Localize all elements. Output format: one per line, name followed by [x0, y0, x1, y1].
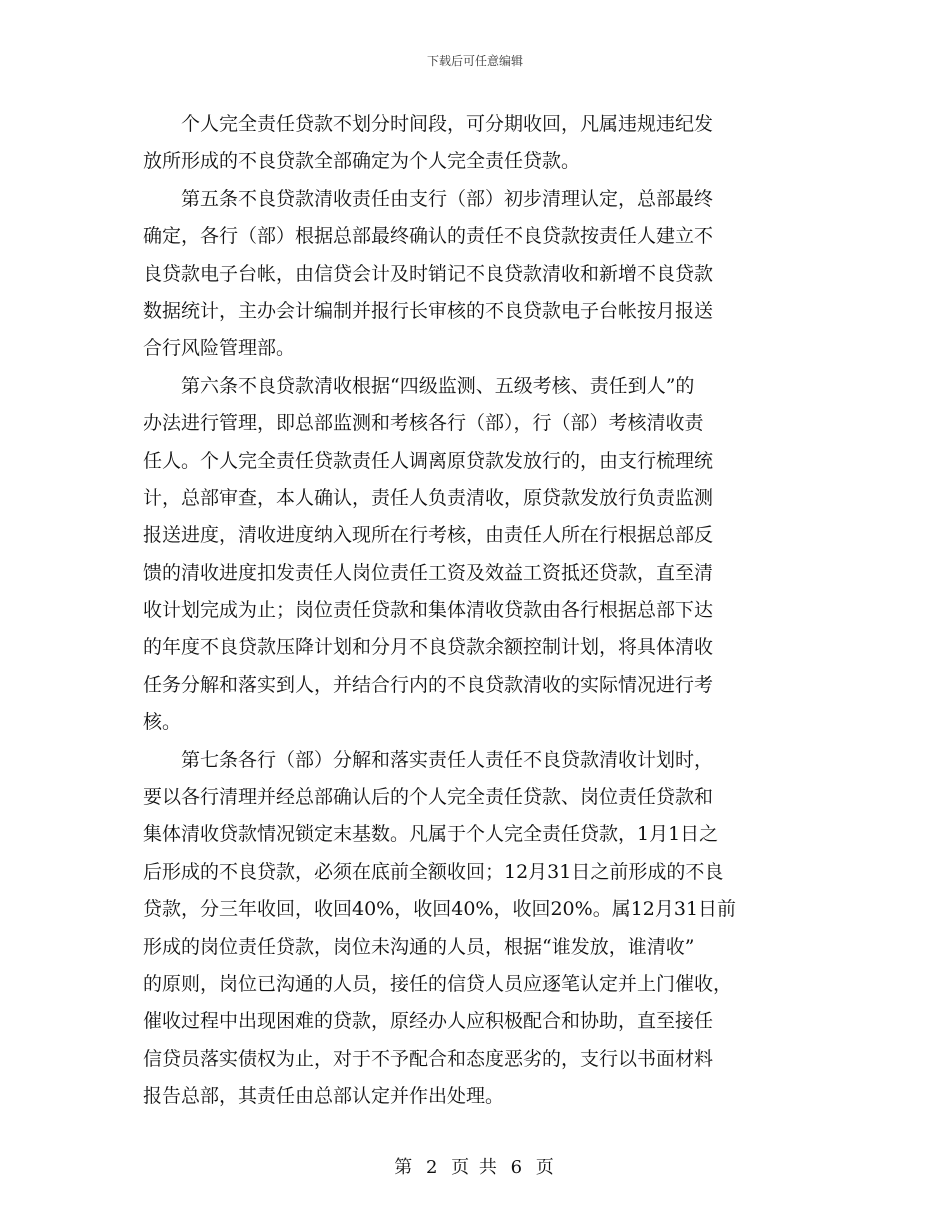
text-line: 计，总部审查，本人确认，责任人负责清收，原贷款发放行负责监测 [143, 486, 714, 509]
text-line: 任务分解和落实到人，并结合行内的不良贷款清收的实际情况进行考 [143, 673, 714, 696]
text-line: 任人。个人完全责任贷款责任人调离原贷款发放行的，由支行梳理统 [143, 449, 714, 472]
page-header: 下载后可任意编辑 [426, 54, 523, 68]
text-line: 第七条各行（部）分解和落实责任人责任不良贷款清收计划时， [143, 748, 714, 771]
text-line: 的原则，岗位已沟通的人员，接任的信贷人员应逐笔认定并上门催收， [143, 972, 733, 995]
text-line: 第六条不良贷款清收根据“四级监测、五级考核、责任到人”的 [143, 374, 695, 397]
text-line: 办法进行管理，即总部监测和考核各行（部），行（部）考核清收责 [143, 412, 704, 435]
footer-suffix: 页 [535, 1157, 556, 1178]
footer-prefix: 第 [394, 1157, 415, 1178]
page-footer [0, 1153, 950, 1179]
text-line: 报告总部，其责任由总部认定并作出处理。 [143, 1085, 505, 1108]
text-line: 信贷员落实债权为止，对于不予配合和态度恶劣的，支行以书面材料 [143, 1047, 714, 1070]
text-line: 报送进度，清收进度纳入现所在行考核，由责任人所在行根据总部反 [143, 524, 714, 547]
text-line: 合行风险管理部。 [143, 337, 296, 360]
text-line: 后形成的不良贷款，必须在底前全额收回；12月31日之前形成的不良 [143, 860, 724, 883]
text-line: 个人完全责任贷款不划分时间段，可分期收回，凡属违规违纪发 [143, 113, 714, 135]
document-body [143, 106, 803, 1116]
current-page-number: 2 [425, 1157, 440, 1178]
text-line: 馈的清收进度扣发责任人岗位责任工资及效益工资抵还贷款，直至清 [143, 561, 714, 584]
text-line: 贷款，分三年收回，收回40%，收回40%，收回20%。属12月31日前 [143, 898, 737, 921]
text-line: 确定，各行（部）根据总部最终确认的责任不良贷款按责任人建立不 [143, 225, 714, 248]
text-line: 良贷款电子台帐，由信贷会计及时销记不良贷款清收和新增不良贷款 [143, 262, 714, 285]
text-line: 形成的岗位责任贷款，岗位未沟通的人员，根据“谁发放，谁清收” [143, 935, 695, 958]
text-line: 放所形成的不良贷款全部确定为个人完全责任贷款。 [143, 150, 581, 173]
text-line: 数据统计，主办会计编制并报行长审核的不良贷款电子台帐按月报送 [143, 299, 714, 322]
text-line: 收计划完成为止；岗位责任贷款和集体清收贷款由各行根据总部下达 [143, 599, 714, 622]
text-line: 催收过程中出现困难的贷款，原经办人应积极配合和协助，直至接任 [143, 1010, 714, 1033]
text-line: 第五条不良贷款清收责任由支行（部）初步清理认定，总部最终 [143, 187, 714, 210]
text-line: 核。 [143, 711, 182, 734]
footer-mid: 页 共 [451, 1157, 499, 1178]
text-line: 集体清收贷款情况锁定末基数。凡属于个人完全责任贷款，1月1日之 [143, 823, 719, 846]
text-line: 要以各行清理并经总部确认后的个人完全责任贷款、岗位责任贷款和 [143, 786, 714, 809]
text-line: 的年度不良贷款压降计划和分月不良贷款余额控制计划，将具体清收 [143, 636, 714, 659]
total-pages: 6 [510, 1157, 525, 1178]
